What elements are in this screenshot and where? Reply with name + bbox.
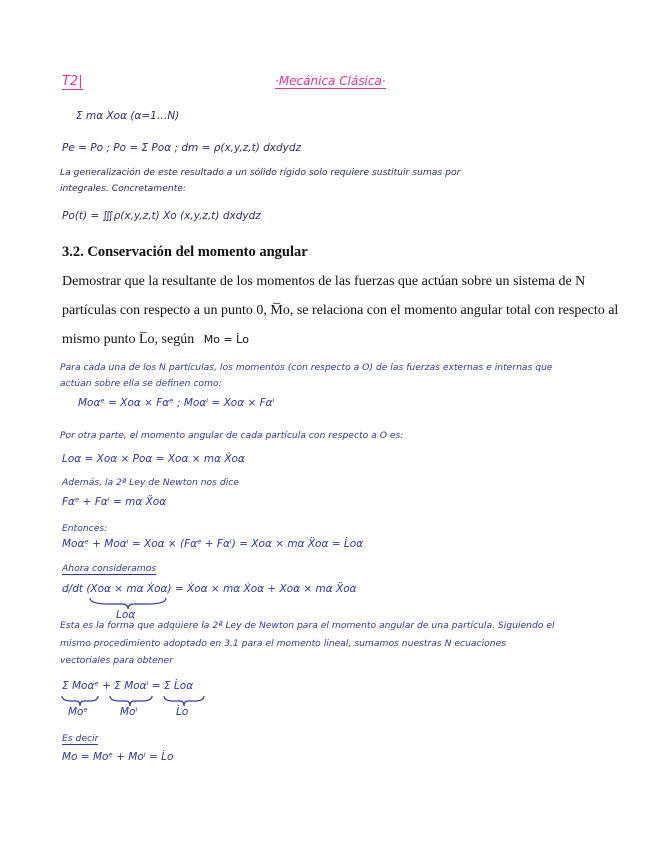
header-label: T2| (62, 74, 83, 89)
paragraph-line-3-equation: Mo = L̇o (203, 333, 250, 346)
header-subject: ·Mecánica Clásica· (275, 74, 386, 88)
note-6-line-1: Esta es la forma que adquiere la 2ª Ley de Newton para el momento angular de una partícula. Siguiendo el (60, 620, 555, 631)
note-5: Ahora consideramos (62, 563, 157, 574)
note-line-1: La generalización de este resultado a un sólido rígido solo requiere sustituir sumas por (60, 167, 461, 178)
equation-6-label-internal: Moⁱ (120, 706, 138, 718)
equation-1: Moαᵉ = Xoα × Fαᵉ ; Moαⁱ = Xoα × Fαⁱ (78, 397, 275, 409)
note-2: Por otra parte, el momento angular de cada partícula con respecto a O es: (60, 430, 404, 441)
integral-equation: Po(t) = ∭ρ(x,y,z,t) Xo (x,y,z,t) dxdydz (62, 210, 261, 222)
equation-3: Fαᵉ + Fαⁱ = mα Ẍoα (62, 496, 167, 508)
note-6-line-2: mismo procedimiento adoptado en 3.1 para el momento lineal, sumamos nuestras N ecuaciones (60, 638, 507, 649)
equation-6: Σ Moαᵉ + Σ Moαⁱ = Σ L̇oα (62, 680, 194, 692)
note-line-2: integrales. Concretamente: (60, 183, 187, 194)
equation-7: Mo = Moᵉ + Moⁱ = L̇o (62, 751, 174, 763)
paragraph-line-1: Demostrar que la resultante de los momentos de las fuerzas que actúan sobre un sistema de N (62, 274, 586, 289)
equation-6-label-angular: L̇o (176, 706, 189, 718)
note-1-line-2: actúan sobre ella se definen como: (60, 378, 222, 389)
paragraph-line-2: partículas con respecto a un punto 0, M̅o, se relaciona con el momento angular total con respecto al (62, 303, 619, 318)
equation-5-brace (88, 596, 168, 610)
section-heading: 3.2. Conservación del momento angular (62, 244, 308, 260)
note-6-line-3: vectoriales para obtener (60, 655, 173, 666)
equation-4: Moαᵉ + Moαⁱ = Xoα × (Fαᵉ + Fαⁱ) = Xoα × mα Ẍoα = L̇oα (62, 538, 364, 550)
note-7: Es decir (62, 733, 99, 744)
paragraph-line-3-text: mismo punto L̅o, según (62, 332, 195, 347)
equation-6-label-external: Moᵉ (68, 706, 88, 718)
note-3: Además, la 2ª Ley de Newton nos dice (62, 477, 239, 488)
note-4: Entonces: (62, 523, 108, 534)
paragraph-line-3 (62, 332, 249, 348)
note-1-line-1: Para cada una de los N partículas, los momentos (con respecto a O) de las fuerzas externas e internas que (60, 362, 553, 373)
equation-5: d/dt (Xoα × mα Ẋoα) = Ẋoα × mα Ẋoα + Xoα × mα Ẍoα (62, 583, 357, 595)
equation-2: Loα = Xoα × Poα = Xoα × mα Ẋoα (62, 453, 245, 465)
momentum-line: Pe = Po ; Po = Σ Poα ; dm = ρ(x,y,z,t) dxdydz (62, 142, 302, 154)
equation-5-brace-label: Loα (116, 609, 136, 621)
sum-term: Σ mα Xoα (α=1…N) (76, 110, 180, 122)
